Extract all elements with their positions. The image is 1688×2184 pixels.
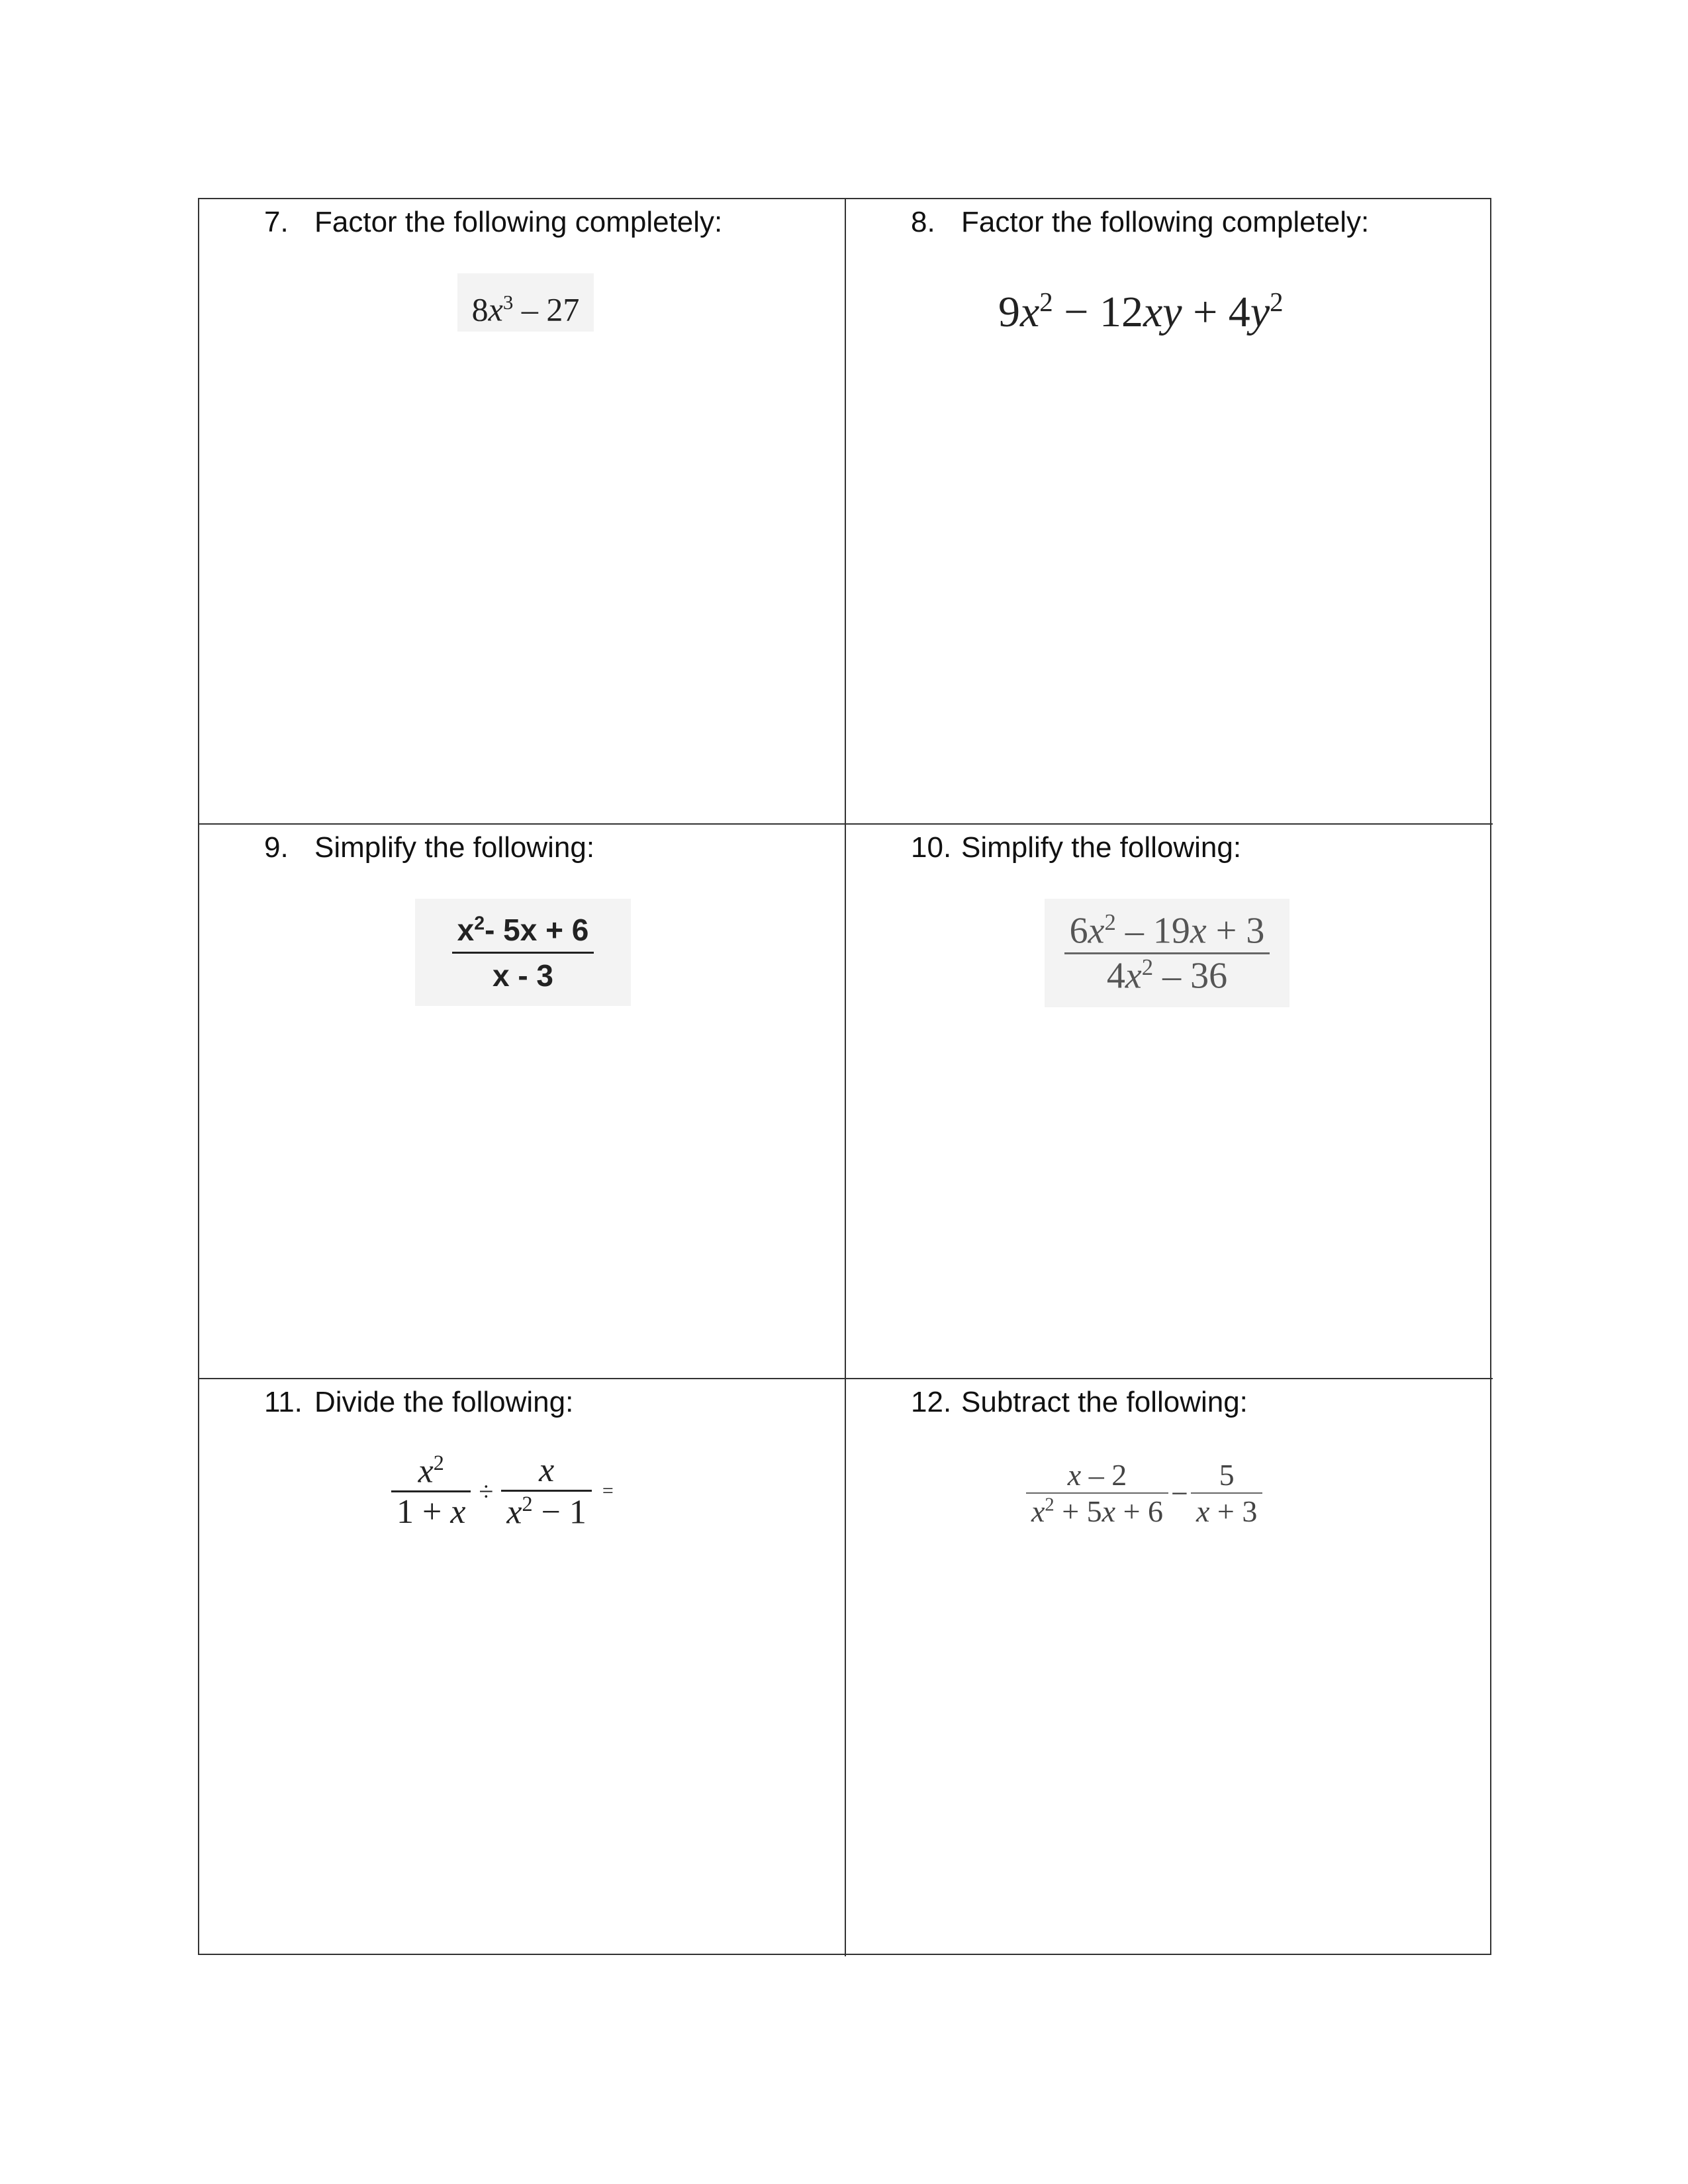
question-11 xyxy=(199,1379,846,1956)
expression-9 xyxy=(415,899,631,1006)
question-8 xyxy=(846,199,1493,825)
question-8-heading xyxy=(911,206,1369,239)
question-number: 10. xyxy=(911,831,952,864)
question-label: Subtract the following: xyxy=(961,1386,1248,1418)
expression-10 xyxy=(1045,899,1289,1007)
fraction-right: $\frac{5}{x + 3}$ xyxy=(1191,1457,1262,1529)
question-7-heading xyxy=(264,206,722,239)
question-10 xyxy=(846,825,1493,1379)
minus-symbol: − xyxy=(1171,1476,1188,1510)
expression-11 xyxy=(391,1451,614,1531)
expression-12 xyxy=(1026,1457,1262,1529)
question-label: Simplify the following: xyxy=(961,831,1242,864)
question-12 xyxy=(846,1379,1493,1956)
question-label: Factor the following completely: xyxy=(961,206,1370,238)
fraction-left: $\frac{x^2}{1 + x}$ xyxy=(391,1451,471,1531)
fraction: $\frac{6x^2 - 19x + 3}{4x^2 - 36}$ xyxy=(1064,909,1270,997)
question-number: 9. xyxy=(264,831,289,864)
question-number: 11. xyxy=(264,1386,303,1418)
expression-7: $8x^3 - 27$ xyxy=(457,273,594,332)
question-label: Divide the following: xyxy=(314,1386,574,1418)
question-number: 8. xyxy=(911,206,935,238)
question-7 xyxy=(199,199,846,825)
question-11-heading xyxy=(264,1386,573,1419)
question-9 xyxy=(199,825,846,1379)
question-number: 7. xyxy=(264,206,289,238)
worksheet-grid xyxy=(198,198,1491,1955)
question-label: Simplify the following: xyxy=(314,831,595,864)
equals-symbol: = xyxy=(602,1480,614,1502)
expression-8: $9x^2 - 12xy + 4y^2$ xyxy=(998,287,1284,336)
question-12-heading xyxy=(911,1386,1248,1419)
question-9-heading xyxy=(264,831,594,864)
fraction-right: $\frac{x}{x^2 - 1}$ xyxy=(501,1451,592,1531)
divide-symbol: ÷ xyxy=(479,1476,494,1506)
question-number: 12. xyxy=(911,1386,952,1418)
fraction-left: $\frac{x - 2}{x^2 + 5x + 6}$ xyxy=(1026,1457,1168,1529)
question-label: Factor the following completely: xyxy=(314,206,723,238)
question-10-heading xyxy=(911,831,1241,864)
fraction: $\frac{x^2- 5x + 6}{x - 3}$ xyxy=(452,912,594,993)
